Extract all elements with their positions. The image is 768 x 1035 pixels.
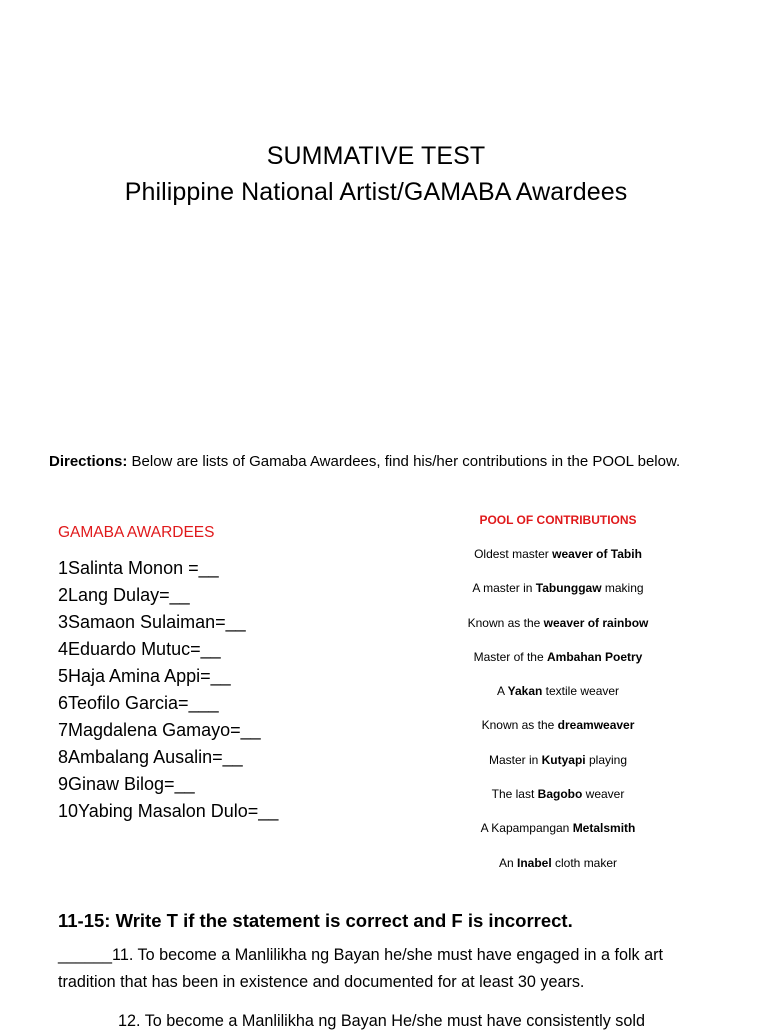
pool-of-contributions (418, 511, 698, 889)
awardee-item: 10Yabing Masalon Dulo=__ (58, 801, 279, 821)
awardee-item: 2Lang Dulay=__ (58, 585, 190, 605)
pool-item: An Inabel cloth maker (498, 855, 618, 870)
awardee-item: 9Ginaw Bilog=__ (58, 774, 195, 794)
test-subtitle: Philippine National Artist/GAMABA Awardees (124, 178, 628, 206)
pool-item: A master in Tabunggaw making (472, 581, 644, 596)
awardee-item: 8Ambalang Ausalin=__ (58, 747, 243, 767)
pool-item: Master in Kutyapi playing (488, 752, 628, 767)
pool-item: Master of the Ambahan Poetry (473, 649, 643, 664)
directions-label: Directions: (49, 453, 128, 470)
question-12: 12. To become a Manlilikha ng Bayan He/she must have consistently sold (118, 1012, 645, 1030)
awardee-item: 5Haja Amina Appi=__ (58, 666, 231, 686)
awardee-item: 6Teofilo Garcia=___ (58, 693, 219, 713)
question-11: ______11. To become a Manlilikha ng Bayan he/she must have engaged in a folk art tradition that has been in existence and documented for at least 30 years. (58, 946, 664, 991)
true-false-heading: 11-15: Write T if the statement is correct and F is incorrect. (58, 910, 573, 931)
directions (49, 451, 719, 472)
awardee-item: 7Magdalena Gamayo=__ (58, 720, 261, 740)
pool-heading: POOL OF CONTRIBUTIONS (479, 513, 637, 527)
directions-text: Below are lists of Gamaba Awardees, find his/her contributions in the POOL below. (127, 453, 681, 470)
pool-item: A Yakan textile weaver (496, 684, 620, 699)
awardee-item: 3Samaon Sulaiman=__ (58, 612, 246, 632)
pool-item: Known as the weaver of rainbow (467, 615, 649, 630)
pool-item: Known as the dreamweaver (481, 718, 635, 733)
awardees-heading: GAMABA AWARDEES (58, 524, 215, 541)
pool-item: The last Bagobo weaver (491, 787, 625, 802)
awardee-item: 1Salinta Monon =__ (58, 558, 219, 578)
test-title: SUMMATIVE TEST (266, 142, 486, 170)
pool-item: Oldest master weaver of Tabih (474, 547, 642, 561)
awardee-item: 4Eduardo Mutuc=__ (58, 639, 221, 659)
page-title (0, 138, 752, 210)
awardees-list (58, 521, 358, 825)
pool-item: A Kapampangan Metalsmith (480, 821, 636, 836)
